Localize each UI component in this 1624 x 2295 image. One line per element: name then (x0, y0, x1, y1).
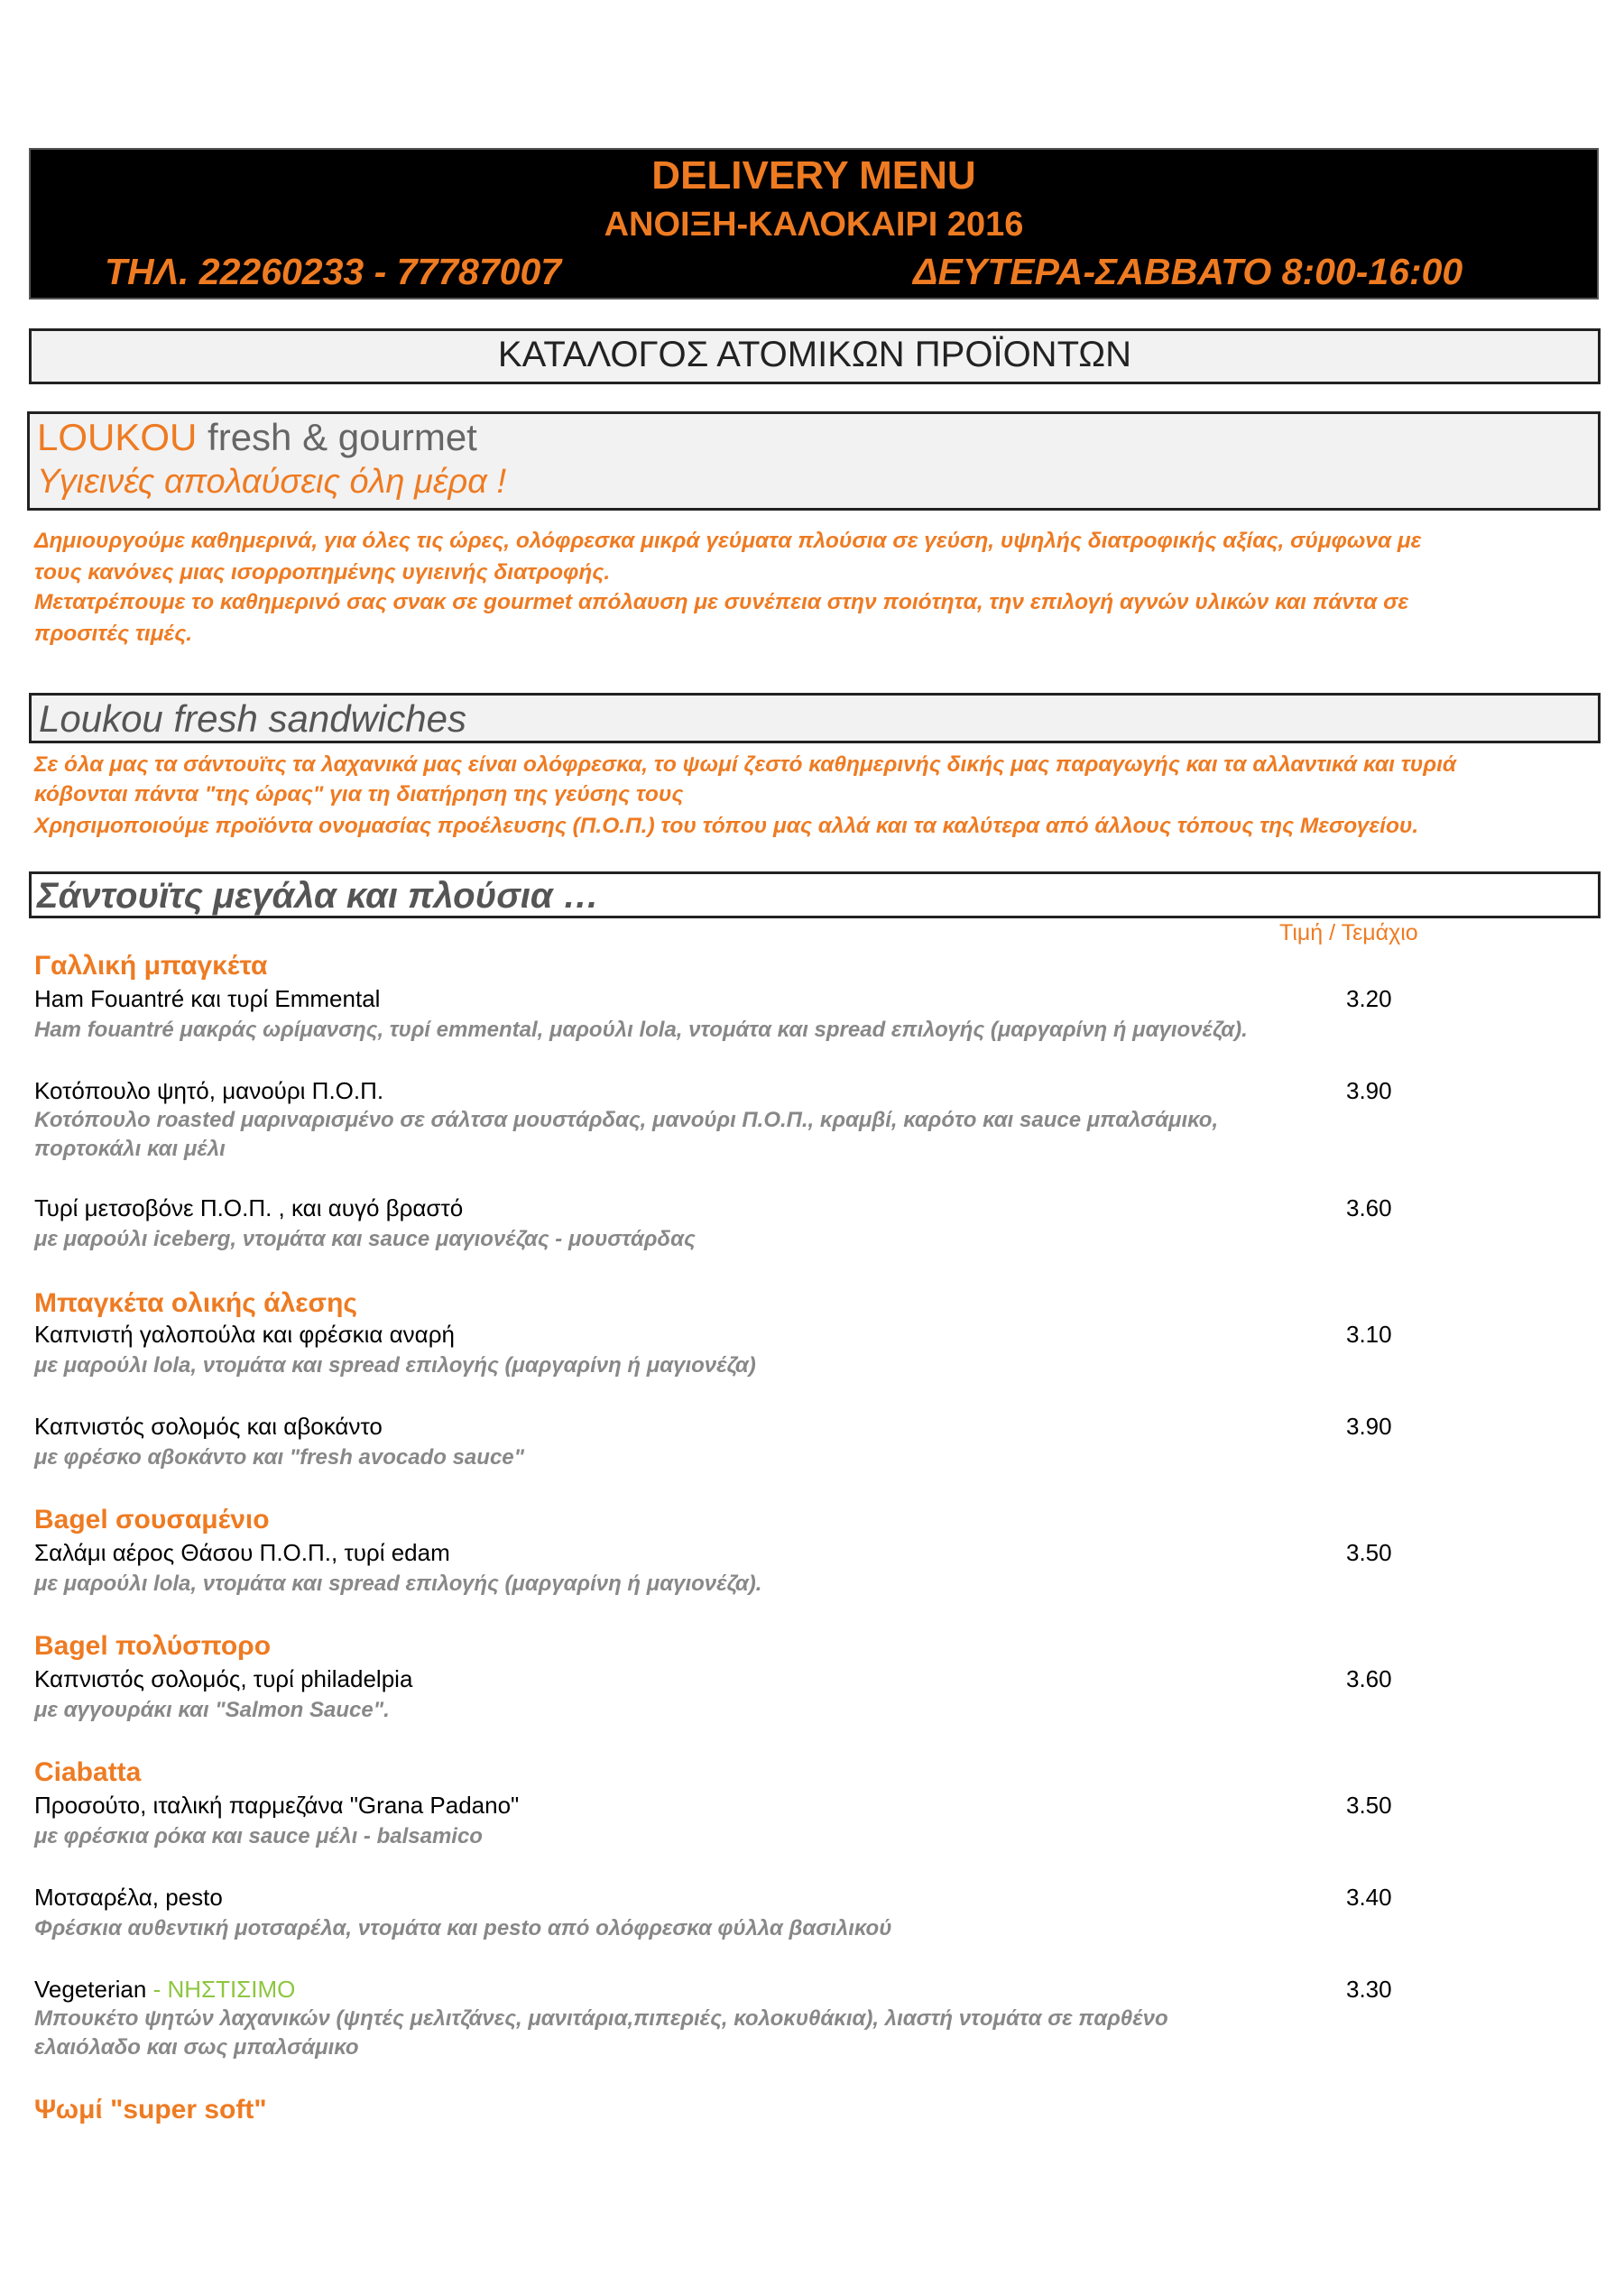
brand-slogan: Υγιεινές απολαύσεις όλη μέρα ! (37, 463, 507, 501)
item-price: 3.60 (1346, 1665, 1392, 1692)
catalog-title: ΚΑΤΑΛΟΓΟΣ ΑΤΟΜΙΚΩΝ ΠΡΟΪΟΝΤΩΝ (497, 335, 1132, 374)
item-name: Κοτόπουλο ψητό, μανούρι Π.Ο.Π. (34, 1077, 384, 1104)
item-name: Προσούτο, ιταλική παρμεζάνα "Grana Padano" (34, 1792, 520, 1819)
item-name: Μοτσαρέλα, pesto (34, 1884, 223, 1911)
item-description: Ham fouantré μακράς ωρίμανσης, τυρί emmental, μαρούλι lola, ντομάτα και spread επιλογής (μαργαρίνη ή μαγιονέζα). (34, 1018, 1248, 1042)
opening-hours: ΔΕΥΤΕΡΑ-ΣΑΒΒΑΤΟ 8:00-16:00 (913, 251, 1463, 292)
item-price: 3.60 (1346, 1194, 1392, 1221)
category-title: Bagel σουσαμένιο (34, 1505, 270, 1535)
item-name: Τυρί μετσοβόνε Π.Ο.Π. , και αυγό βραστό (34, 1194, 464, 1221)
sandwiches-desc-line: Σε όλα μας τα σάντουϊτς τα λαχανικά μας είναι ολόφρεσκα, το ψωμί ζεστό καθημερινής δικής μας παραγωγής και τα αλλαντικά και τυριά (34, 752, 1457, 777)
item-name: Καπνιστή γαλοπούλα και φρέσκια αναρή (34, 1321, 455, 1348)
item-name: Καπνιστός σολομός, τυρί philadelpia (34, 1665, 413, 1692)
item-price: 3.90 (1346, 1413, 1392, 1440)
item-description: με φρέσκο αβοκάντο και "fresh avocado sauce" (34, 1445, 525, 1470)
item-description: με μαρούλι iceberg, ντομάτα και sauce μαγιονέζας - μουστάρδας (34, 1227, 696, 1251)
brand-name (37, 416, 477, 459)
item-description: με αγγουράκι και "Salmon Sauce". (34, 1698, 390, 1722)
big-sandwiches-box (29, 871, 1601, 918)
item-description: με φρέσκια ρόκα και sauce μέλι - balsamico (34, 1824, 483, 1848)
category-title: Γαλλική μπαγκέτα (34, 951, 268, 981)
item-description: Μπουκέτο ψητών λαχανικών (ψητές μελιτζάνες, μανιτάρια,πιπεριές, κολοκυθάκια), λιαστή ντομάτα σε παρθένο (34, 2006, 1168, 2031)
item-description: με μαρούλι lola, ντομάτα και spread επιλογής (μαργαρίνη ή μαγιονέζα). (34, 1571, 762, 1596)
item-name: Καπνιστός σολομός και αβοκάντο (34, 1413, 383, 1440)
season-label: ΑΝΟΙΞΗ-ΚΑΛΟΚΑΙΡΙ 2016 (604, 206, 1024, 244)
intro-line: τους κανόνες μιας ισορροπημένης υγιεινής διατροφής. (34, 560, 611, 585)
category-title: Ciabatta (34, 1757, 142, 1787)
item-price: 3.50 (1346, 1539, 1392, 1566)
item-name: Σαλάμι αέρος Θάσου Π.Ο.Π., τυρί edam (34, 1539, 450, 1566)
item-description: ελαιόλαδο και σως μπαλσάμικο (34, 2035, 359, 2060)
brand-box (27, 411, 1601, 511)
item-name-text: Vegeterian (34, 1976, 147, 2003)
item-price: 3.90 (1346, 1077, 1392, 1104)
header-banner (29, 148, 1599, 300)
menu-title: DELIVERY MENU (651, 153, 976, 198)
item-description: Κοτόπουλο roasted μαριναρισμένο σε σάλτσα μουστάρδας, μανούρι Π.Ο.Π., κραμβί, καρότο και sauce μπαλσάμικο, (34, 1108, 1219, 1132)
item-price: 3.40 (1346, 1884, 1392, 1911)
item-price: 3.20 (1346, 985, 1392, 1012)
vegan-tag: - ΝΗΣΤΙΣΙΜΟ (152, 1976, 296, 2003)
intro-line: Μετατρέπουμε το καθημερινό σας σνακ σε gourmet απόλαυση με συνέπεια στην ποιότητα, την επιλογή αγνών υλικών και πάντα σε (34, 590, 1409, 614)
item-description: με μαρούλι lola, ντομάτα και spread επιλογής (μαργαρίνη ή μαγιονέζα) (34, 1353, 756, 1378)
sandwiches-desc-line: Χρησιμοποιούμε προϊόντα ονομασίας προέλευσης (Π.Ο.Π.) του τόπου μας αλλά και τα καλύτερα από άλλους τόπους της Μεσογείου. (34, 814, 1419, 838)
item-price: 3.10 (1346, 1321, 1392, 1348)
category-title: Bagel πολύσπορο (34, 1631, 272, 1661)
item-price: 3.50 (1346, 1792, 1392, 1819)
brand-name-orange: LOUKOU (37, 416, 198, 458)
item-name (34, 1976, 295, 2004)
item-description: Φρέσκια αυθεντική μοτσαρέλα, ντομάτα και pesto από ολόφρεσκα φύλλα βασιλικού (34, 1916, 892, 1940)
item-description: πορτοκάλι και μέλι (34, 1137, 226, 1161)
brand-name-gray: fresh & gourmet (208, 416, 477, 458)
big-sandwiches-title: Σάντουϊτς μεγάλα και πλούσια … (37, 876, 599, 916)
item-price: 3.30 (1346, 1976, 1392, 2003)
catalog-title-box (29, 328, 1601, 384)
intro-line: Δημιουργούμε καθημερινά, για όλες τις ώρες, ολόφρεσκα μικρά γεύματα πλούσια σε γεύση, υψηλής διατροφικής αξίας, σύμφωνα με (34, 529, 1422, 553)
phone-number: ΤΗΛ. 22260233 - 77787007 (105, 251, 562, 292)
sandwiches-section-box (29, 693, 1601, 743)
price-column-header: Τιμή / Τεμάχιο (1279, 920, 1418, 945)
intro-line: προσιτές τιμές. (34, 622, 193, 646)
item-name: Ham Fouantré και τυρί Emmental (34, 985, 381, 1012)
category-title: Μπαγκέτα ολικής άλεσης (34, 1288, 357, 1318)
category-title: Ψωμί "super soft" (34, 2095, 267, 2124)
sandwiches-desc-line: κόβονται πάντα "της ώρας" για τη διατήρηση της γεύσης τους (34, 782, 684, 806)
sandwiches-section-title: Loukou fresh sandwiches (39, 697, 466, 740)
